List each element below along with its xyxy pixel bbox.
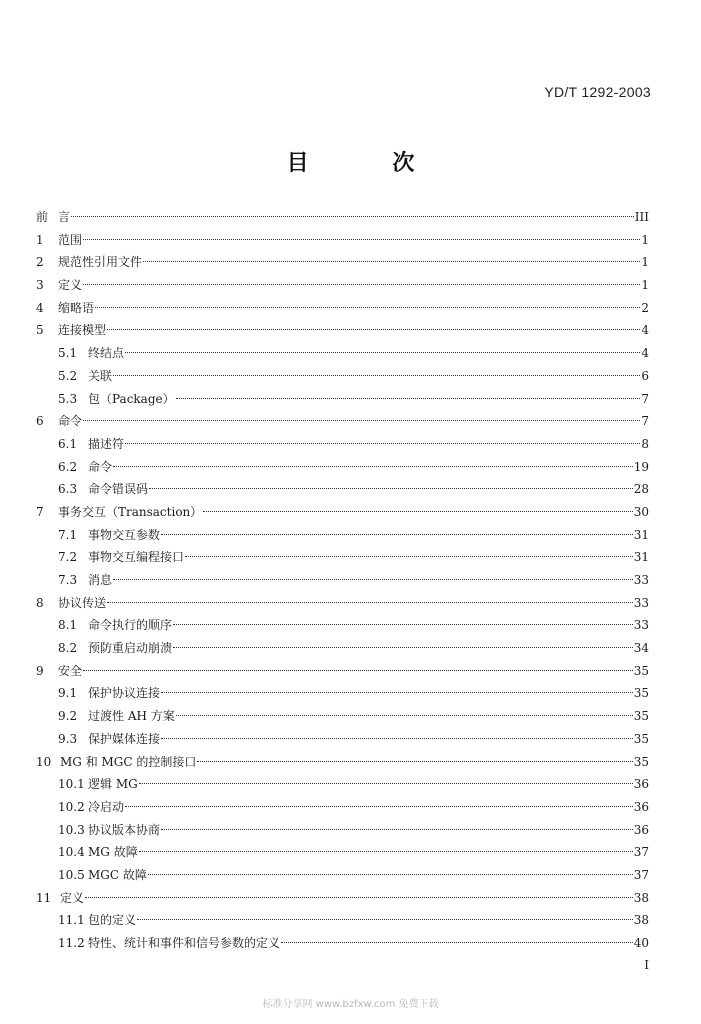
dot-leader xyxy=(176,714,633,716)
toc-entry-page: 36 xyxy=(633,777,649,792)
dot-leader xyxy=(107,601,633,603)
toc-entry-number: 2 xyxy=(36,255,44,270)
toc-entry-page: 2 xyxy=(641,300,649,315)
toc-entry-page: 7 xyxy=(641,391,649,406)
dot-leader xyxy=(95,306,640,308)
toc-entry-page: 8 xyxy=(641,436,649,451)
toc-entry-title: 协议传送 xyxy=(58,595,107,610)
toc-entry-title: 命令执行的顺序 xyxy=(88,618,173,633)
dot-leader xyxy=(161,533,633,535)
toc-entry-title: MGC 故障 xyxy=(88,867,147,882)
toc-entry-page: 28 xyxy=(633,482,649,497)
toc-entry-title: 命令错误码 xyxy=(88,482,149,497)
toc-entry-number: 9 xyxy=(36,663,44,678)
toc-entry[interactable] xyxy=(36,546,649,569)
toc-entry-number: 1 xyxy=(36,232,44,247)
toc-entry-page: 30 xyxy=(633,504,649,519)
toc-entry-number: 10.3 xyxy=(58,822,85,837)
toc-entry[interactable] xyxy=(36,251,649,274)
toc-entry-page: 31 xyxy=(633,527,649,542)
toc-entry-title: 特性、统计和事件和信号参数的定义 xyxy=(88,936,281,950)
toc-entry-title: 保护媒体连接 xyxy=(88,731,161,746)
dot-leader xyxy=(281,941,633,943)
document-code: YD/T 1292-2003 xyxy=(544,84,651,100)
toc-entry-number: 8 xyxy=(36,595,44,610)
toc-entry-page: 38 xyxy=(633,890,649,905)
dot-leader xyxy=(113,465,633,467)
toc-entry-page: 36 xyxy=(633,799,649,814)
toc-entry-number: 11 xyxy=(36,890,52,905)
page-number: I xyxy=(644,958,649,972)
toc-entry-page: 37 xyxy=(633,867,649,882)
toc-entry-number: 5.2 xyxy=(58,368,78,383)
toc-entry-page: 35 xyxy=(633,663,649,678)
toc-entry[interactable] xyxy=(36,319,649,342)
dot-leader xyxy=(161,691,633,693)
toc-entry-number: 9.1 xyxy=(58,686,78,701)
toc-entry[interactable] xyxy=(36,909,649,932)
toc-entry[interactable] xyxy=(36,388,649,411)
toc-entry[interactable] xyxy=(36,592,649,615)
toc-entry[interactable] xyxy=(36,682,649,705)
toc-entry-title: 包（Package） xyxy=(88,391,175,406)
toc-entry[interactable] xyxy=(36,841,649,864)
toc-entry-number: 11.2 xyxy=(58,936,85,950)
toc-entry-title: 安全 xyxy=(58,663,83,678)
dot-leader xyxy=(161,737,633,739)
toc-entry-title: 冷启动 xyxy=(88,799,125,814)
dot-leader xyxy=(125,351,640,353)
toc-entry-title: 关联 xyxy=(88,368,113,383)
toc-entry-title: 终结点 xyxy=(88,346,125,361)
toc-entry-page: 7 xyxy=(641,414,649,429)
toc-entry[interactable] xyxy=(36,229,649,252)
toc-entry-number: 10.5 xyxy=(58,867,85,882)
toc-entry[interactable] xyxy=(36,796,649,819)
toc-entry-number: 7.1 xyxy=(58,527,78,542)
toc-entry-number: 5 xyxy=(36,323,44,338)
toc-entry-number: 6.1 xyxy=(58,436,78,451)
toc-entry-number: 5.1 xyxy=(58,346,78,361)
toc-entry-page: 4 xyxy=(641,323,649,338)
toc-entry-number: 10 xyxy=(36,754,52,769)
toc-entry-title: 保护协议连接 xyxy=(88,686,161,701)
toc-entry-page: 35 xyxy=(633,686,649,701)
toc-entry-page: 34 xyxy=(633,641,649,656)
toc-entry-page: 31 xyxy=(633,550,649,565)
toc-entry-number: 8.2 xyxy=(58,641,78,656)
toc-entry-title: 事务交互（Transaction） xyxy=(58,504,203,519)
toc-entry[interactable] xyxy=(36,297,649,320)
toc-entry-title: 连接模型 xyxy=(58,323,107,338)
toc-entry-page: 40 xyxy=(633,936,649,950)
toc-entry[interactable] xyxy=(36,433,649,456)
toc-entry-title: 预防重启动崩溃 xyxy=(88,641,173,656)
toc-entry-title: 命令 xyxy=(88,459,113,474)
toc-entry-number: 7 xyxy=(36,504,44,519)
toc-entry-page: 37 xyxy=(633,845,649,860)
toc-entry[interactable] xyxy=(36,456,649,479)
dot-leader xyxy=(113,578,633,580)
toc-entry[interactable] xyxy=(36,660,649,683)
toc-entry-title: 范围 xyxy=(58,232,83,247)
toc-entry-number: 5.3 xyxy=(58,391,78,406)
dot-leader xyxy=(149,487,633,489)
toc-entry[interactable] xyxy=(36,932,649,955)
dot-leader xyxy=(161,828,633,830)
toc-entry[interactable] xyxy=(36,705,649,728)
dot-leader xyxy=(173,623,633,625)
toc-entry[interactable] xyxy=(36,614,649,637)
dot-leader xyxy=(203,510,632,512)
toc-entry[interactable] xyxy=(36,569,649,592)
toc-entry-title: 包的定义 xyxy=(88,913,137,928)
toc-entry-title: 定义 xyxy=(60,890,85,905)
toc-entry-number: 3 xyxy=(36,278,44,293)
dot-leader xyxy=(125,805,633,807)
table-of-contents xyxy=(36,206,649,955)
toc-entry-title: 命令 xyxy=(58,414,83,429)
dot-leader xyxy=(125,442,640,444)
toc-entry-number: 6.3 xyxy=(58,482,78,497)
toc-entry-page: 38 xyxy=(633,913,649,928)
dot-leader xyxy=(83,283,640,285)
toc-entry-title: 缩略语 xyxy=(58,300,95,315)
toc-entry[interactable] xyxy=(36,342,649,365)
toc-entry[interactable] xyxy=(36,819,649,842)
watermark: 标准分享网 www.bzfxw.com 免费下载 xyxy=(262,999,439,1010)
dot-leader xyxy=(185,555,633,557)
toc-entry-title: 消息 xyxy=(88,573,113,587)
dot-leader xyxy=(83,238,640,240)
dot-leader xyxy=(71,215,634,217)
dot-leader xyxy=(148,873,633,875)
toc-entry[interactable] xyxy=(36,206,649,229)
toc-entry[interactable] xyxy=(36,887,649,910)
toc-entry-number: 9.3 xyxy=(58,731,78,746)
toc-entry-title: 过渡性 AH 方案 xyxy=(88,709,175,724)
dot-leader xyxy=(173,646,633,648)
toc-entry[interactable] xyxy=(36,365,649,388)
toc-entry[interactable] xyxy=(36,637,649,660)
toc-entry[interactable] xyxy=(36,728,649,751)
toc-entry-page: 35 xyxy=(633,754,649,769)
toc-entry[interactable] xyxy=(36,773,649,796)
toc-entry[interactable] xyxy=(36,410,649,433)
toc-entry-page: 1 xyxy=(641,232,649,247)
dot-leader xyxy=(83,419,640,421)
dot-leader xyxy=(137,918,633,920)
toc-entry-number: 4 xyxy=(36,300,44,315)
toc-entry-page: 35 xyxy=(633,731,649,746)
toc-entry-page: 1 xyxy=(641,255,649,270)
toc-entry-number: 9.2 xyxy=(58,709,78,724)
dot-leader xyxy=(143,260,640,262)
toc-entry-title: 规范性引用文件 xyxy=(58,255,143,270)
dot-leader xyxy=(176,397,641,399)
dot-leader xyxy=(139,850,633,852)
toc-entry-title: 言 xyxy=(58,210,71,224)
toc-entry-number: 6 xyxy=(36,414,44,429)
toc-entry[interactable] xyxy=(36,751,649,774)
toc-entry-page: 1 xyxy=(641,278,649,293)
page-title: 目 次 xyxy=(286,150,453,176)
dot-leader xyxy=(85,896,633,898)
toc-entry-page: 19 xyxy=(633,459,649,474)
dot-leader xyxy=(107,328,640,330)
toc-entry-page: 33 xyxy=(633,573,649,587)
toc-entry-number: 11.1 xyxy=(58,913,85,928)
toc-entry-number: 10.2 xyxy=(58,799,85,814)
toc-entry-title: 事物交互参数 xyxy=(88,527,161,542)
toc-entry-number: 7.2 xyxy=(58,550,78,565)
toc-entry-title: 逻辑 MG xyxy=(88,777,138,792)
dot-leader xyxy=(139,782,633,784)
toc-entry-page: 35 xyxy=(633,709,649,724)
toc-entry-page: 6 xyxy=(641,368,649,383)
toc-entry-title: 定义 xyxy=(58,278,83,293)
toc-entry-page: 4 xyxy=(641,346,649,361)
toc-entry-page: 33 xyxy=(633,618,649,633)
toc-entry-title: 描述符 xyxy=(88,436,125,451)
toc-entry-number: 10.1 xyxy=(58,777,85,792)
toc-entry-number: 7.3 xyxy=(58,573,78,587)
toc-entry-number: 10.4 xyxy=(58,845,85,860)
toc-entry-page: 33 xyxy=(633,595,649,610)
toc-entry-title: 协议版本协商 xyxy=(88,822,161,837)
toc-entry[interactable] xyxy=(36,501,649,524)
toc-entry-title: MG 故障 xyxy=(88,845,138,860)
toc-entry-number: 8.1 xyxy=(58,618,78,633)
toc-entry-number: 6.2 xyxy=(58,459,78,474)
toc-entry[interactable] xyxy=(36,864,649,887)
dot-leader xyxy=(83,669,633,671)
dot-leader xyxy=(197,760,632,762)
toc-entry[interactable] xyxy=(36,478,649,501)
toc-entry-title: MG 和 MGC 的控制接口 xyxy=(60,754,197,769)
toc-entry[interactable] xyxy=(36,274,649,297)
toc-entry-page: 36 xyxy=(633,822,649,837)
toc-entry-page: III xyxy=(634,210,649,224)
toc-entry-title: 事物交互编程接口 xyxy=(88,550,185,565)
toc-entry-number: 前 xyxy=(36,210,49,224)
dot-leader xyxy=(113,374,640,376)
toc-entry[interactable] xyxy=(36,524,649,547)
